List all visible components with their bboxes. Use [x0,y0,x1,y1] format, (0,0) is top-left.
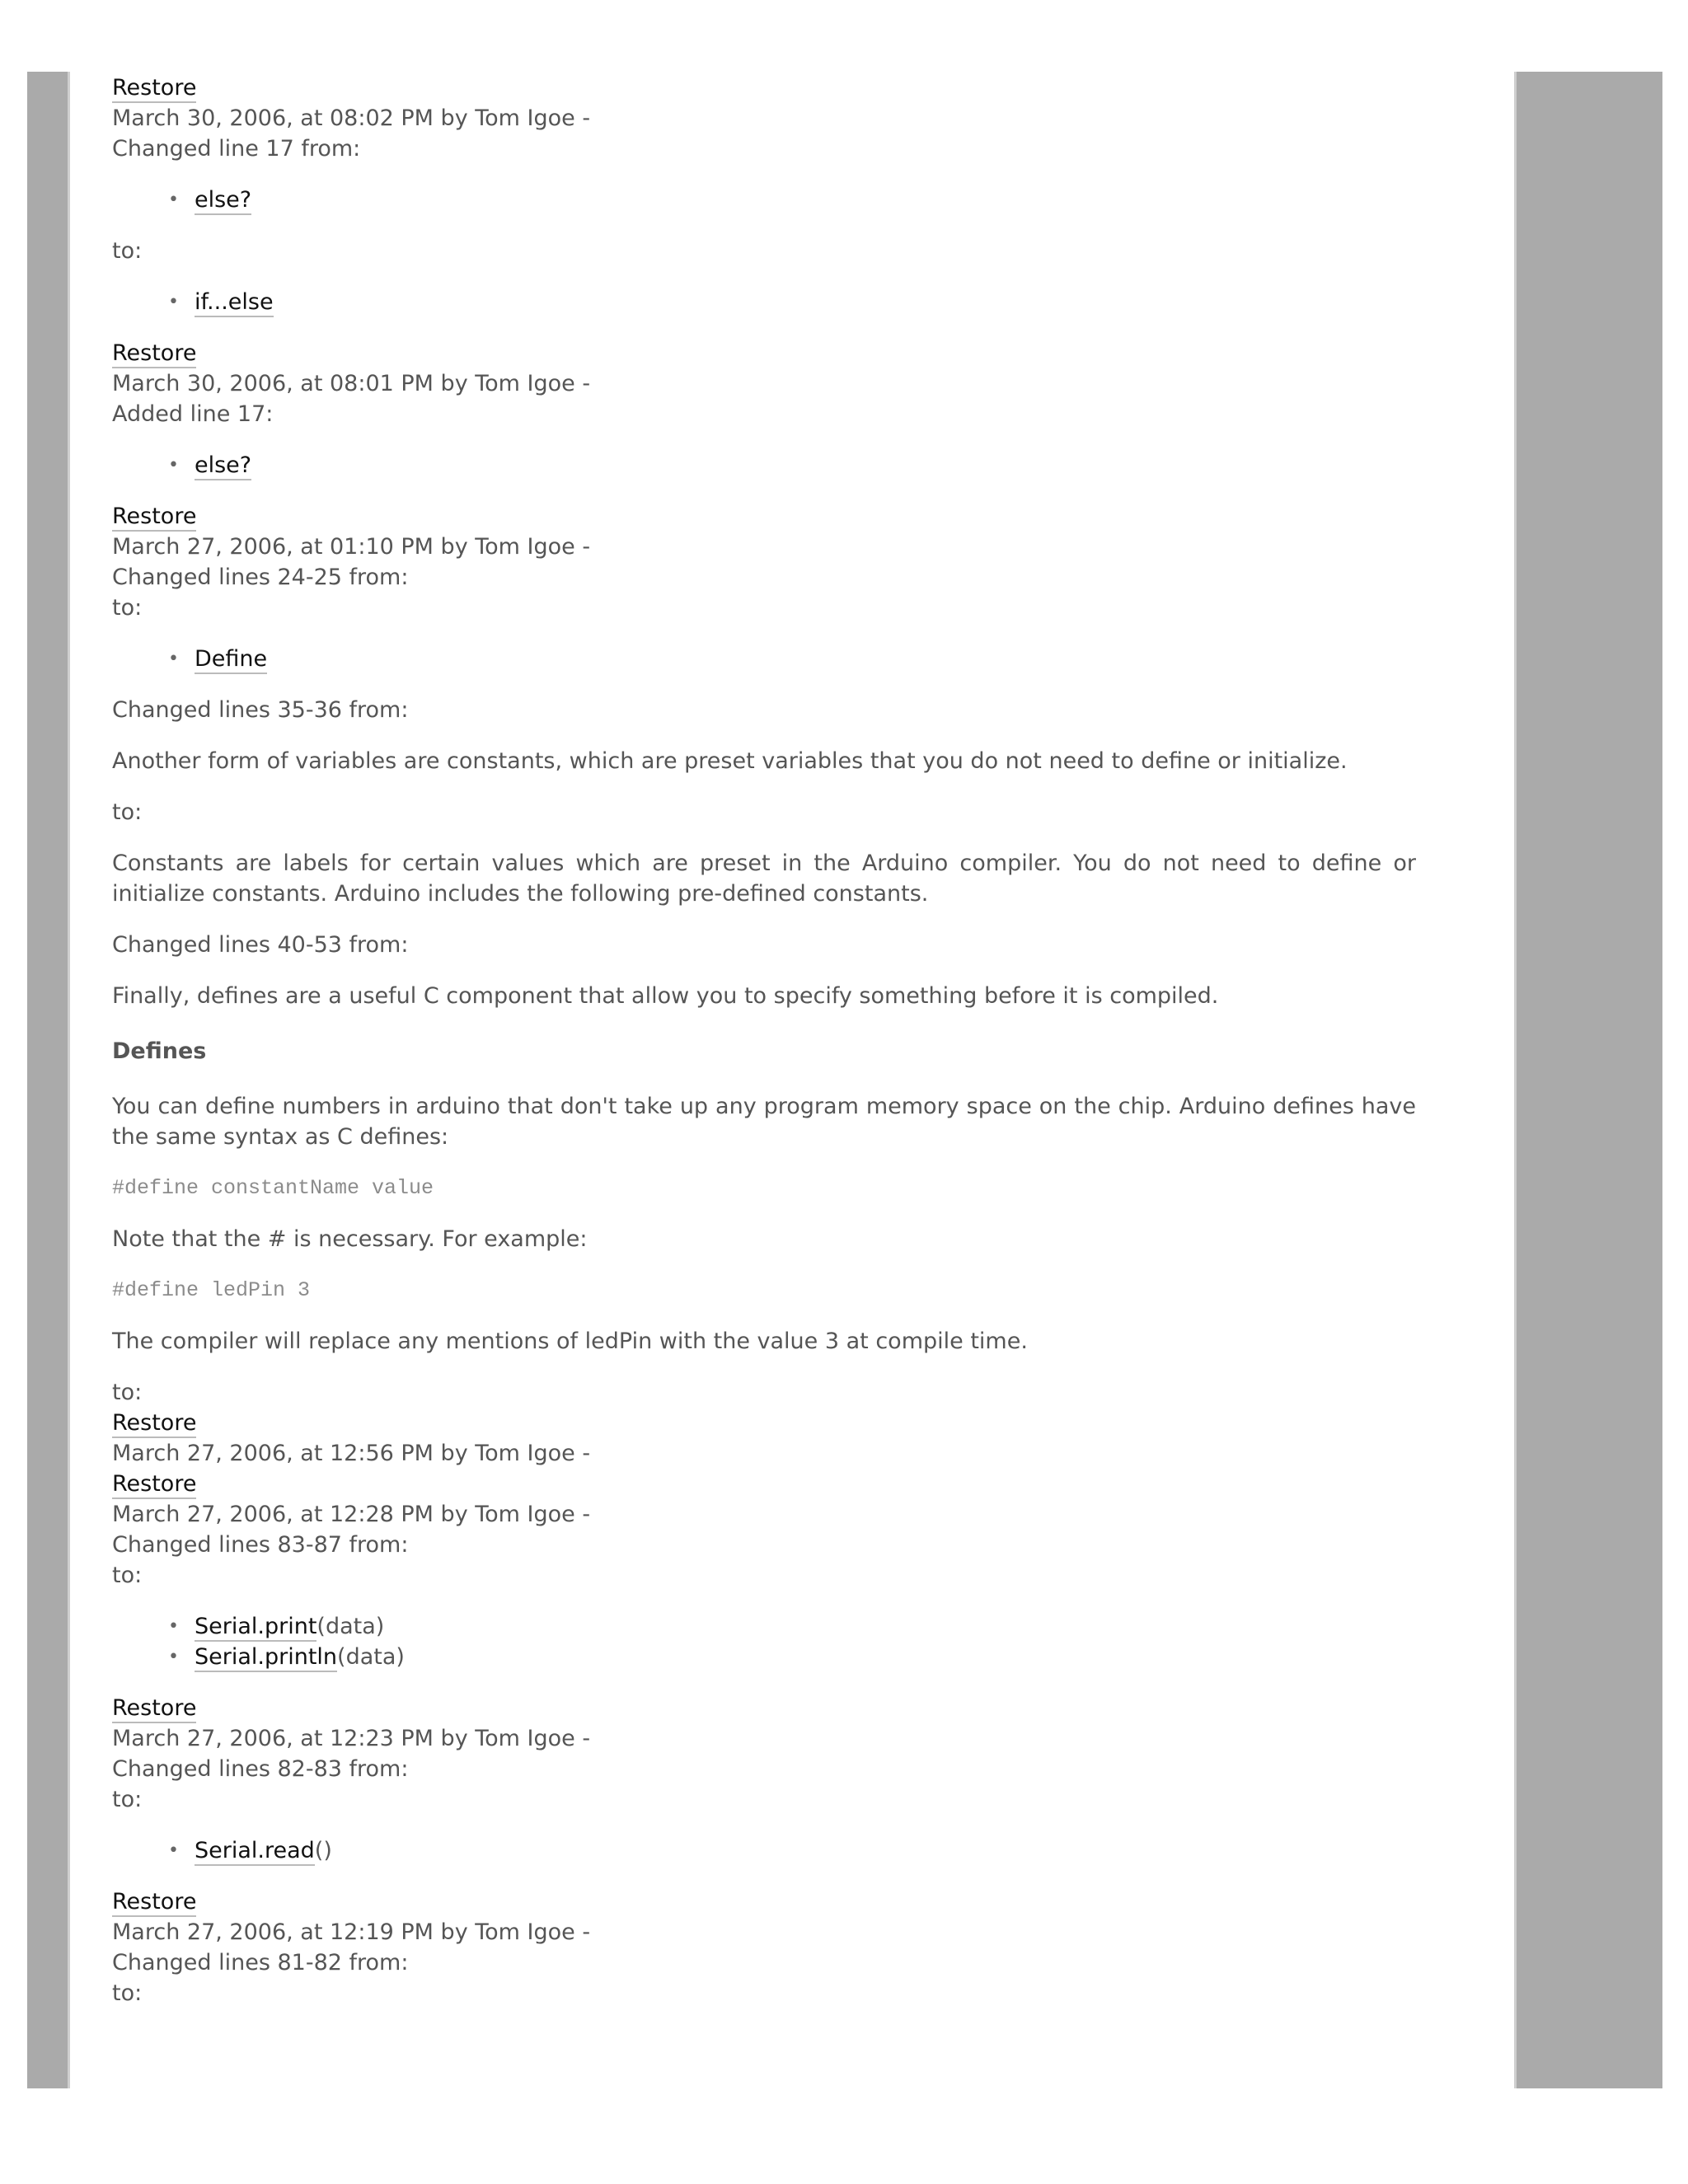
to-label: to: [112,1787,143,1812]
revision-meta: March 27, 2006, at 12:56 PM by Tom Igoe - [112,1441,591,1466]
serial-print-link[interactable]: Serial.print [195,1614,316,1642]
define-link[interactable]: Define [195,646,267,674]
diff-list [112,644,1416,674]
to-label: to: [112,595,143,621]
old-text: Finally, defines are a useful C component that allow you to specify something before it is compiled. [112,983,1219,1009]
list-item-suffix: (data) [337,1644,405,1670]
page-history-content [112,73,1416,2008]
list-item [195,1642,1416,1672]
diff-list [112,1835,1416,1866]
list-item [195,287,1416,317]
restore-link[interactable]: Restore [112,504,196,532]
change-description: Changed line 17 from: [112,136,361,162]
change-description: Added line 17: [112,401,274,427]
restore-link[interactable]: Restore [112,75,196,103]
to-label: to: [112,238,143,264]
list-item [195,185,1416,215]
change-description: Changed lines 83-87 from: [112,1532,409,1558]
diff-list [112,287,1416,317]
restore-link[interactable]: Restore [112,1410,196,1438]
code-snippet: #define constantName value [112,1176,434,1200]
restore-link[interactable]: Restore [112,340,196,368]
change-description: Changed lines 81-82 from: [112,1950,409,1975]
to-label: to: [112,1380,143,1405]
old-text: The compiler will replace any mentions of ledPin with the value 3 at compile time. [112,1329,1028,1354]
else-link[interactable]: else? [195,187,251,215]
serial-println-link[interactable]: Serial.println [195,1644,337,1672]
list-item-suffix: () [314,1838,332,1863]
list-item [195,1611,1416,1642]
list-item [195,450,1416,480]
to-label: to: [112,799,143,825]
old-text: Another form of variables are constants, which are preset variables that you do not need to define or initialize. [112,748,1348,774]
change-description: Changed lines 82-83 from: [112,1756,409,1782]
else-link[interactable]: else? [195,452,251,480]
restore-link[interactable]: Restore [112,1695,196,1723]
change-description: Changed lines 40-53 from: [112,932,409,958]
diff-list [112,185,1416,215]
diff-list [112,1611,1416,1672]
revision-meta: March 27, 2006, at 12:19 PM by Tom Igoe - [112,1919,591,1945]
revision-meta: March 30, 2006, at 08:02 PM by Tom Igoe - [112,105,591,131]
revision-meta: March 27, 2006, at 01:10 PM by Tom Igoe - [112,534,591,560]
revision-meta: March 27, 2006, at 12:23 PM by Tom Igoe - [112,1726,591,1751]
change-description: Changed lines 24-25 from: [112,565,409,590]
diff-list [112,450,1416,480]
revision-meta: March 30, 2006, at 08:01 PM by Tom Igoe - [112,371,591,396]
revision-meta: March 27, 2006, at 12:28 PM by Tom Igoe - [112,1502,591,1527]
list-item [195,1835,1416,1866]
old-text: Note that the # is necessary. For example: [112,1226,588,1252]
code-snippet: #define ledPin 3 [112,1278,311,1302]
old-text: You can define numbers in arduino that don't take up any program memory space on the chip. Arduino defines have the same syntax as C defines: [112,1094,1416,1150]
list-item-suffix: (data) [316,1614,385,1639]
to-label: to: [112,1980,143,2006]
defines-heading: Defines [112,1038,207,1064]
right-sidebar [1514,72,1662,2088]
change-description: Changed lines 35-36 from: [112,697,409,723]
left-sidebar [27,72,70,2088]
list-item [195,644,1416,674]
restore-link[interactable]: Restore [112,1471,196,1499]
restore-link[interactable]: Restore [112,1889,196,1917]
to-label: to: [112,1563,143,1588]
new-text: Constants are labels for certain values which are preset in the Arduino compiler. You do not need to define or initialize constants. Arduino includes the following pre-defined constants. [112,851,1416,907]
if-else-link[interactable]: if...else [195,289,274,317]
serial-read-link[interactable]: Serial.read [195,1838,315,1866]
